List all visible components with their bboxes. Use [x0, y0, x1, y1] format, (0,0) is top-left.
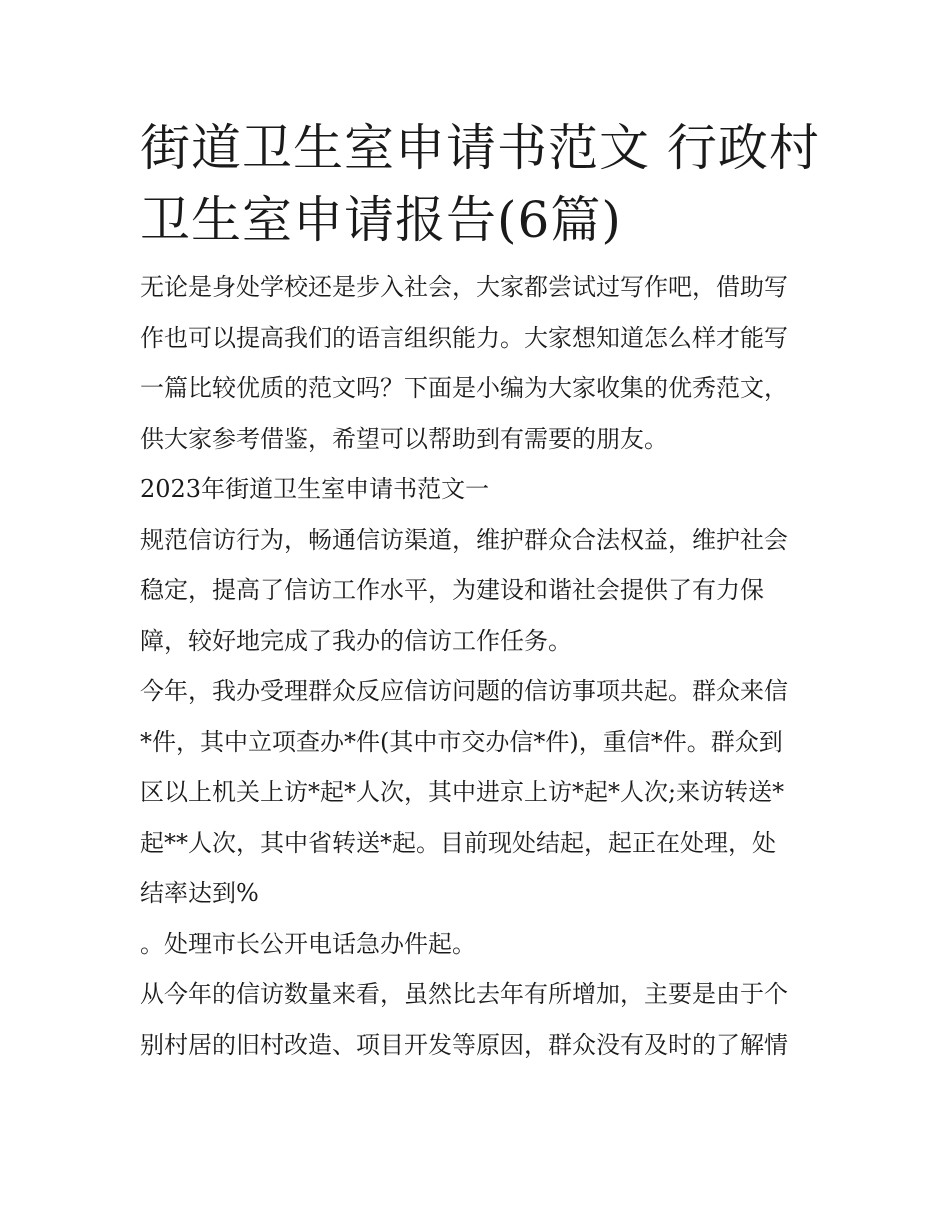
title-line-2: 卫生室申请报告(6篇): [140, 191, 622, 249]
text-line: 别村居的旧村改造、项目开发等原因，群众没有及时的了解情: [140, 1030, 788, 1059]
text-line: 区以上机关上访*起*人次，其中进京上访*起*人次;来访转送*: [140, 778, 785, 806]
body-paragraph-2: [140, 666, 820, 919]
text-line: 今年，我办受理群众反应信访问题的信访事项共起。群众来信: [140, 677, 788, 705]
text-line: 起**人次，其中省转送*起。目前现处结起，起正在处理，处: [140, 828, 776, 857]
section-heading: 2023年街道卫生室申请书范文一: [140, 475, 490, 503]
body-paragraph-4: [140, 969, 820, 1070]
text-line: 规范信访行为，畅通信访渠道，维护群众合法权益，维护社会: [140, 525, 788, 554]
text-line: 结率达到%: [140, 879, 259, 907]
text-line: 作也可以提高我们的语言组织能力。大家想知道怎么样才能写: [140, 323, 788, 352]
document-page: [140, 112, 820, 1070]
title-line-1: 街道卫生室申请书范文 行政村: [140, 119, 820, 177]
text-line: 稳定，提高了信访工作水平，为建设和谐社会提供了有力保: [140, 576, 764, 604]
text-line: 一篇比较优质的范文吗？下面是小编为大家收集的优秀范文，: [140, 374, 788, 402]
body-paragraph-3: [140, 919, 820, 970]
body-paragraph-1: [140, 515, 820, 667]
text-line: 供大家参考借鉴，希望可以帮助到有需要的朋友。: [140, 424, 668, 453]
text-line: 从今年的信访数量来看，虽然比去年有所增加，主要是由于个: [140, 980, 788, 1008]
text-line: 。处理市长公开电话急办件起。: [140, 929, 476, 958]
intro-paragraph: [140, 262, 820, 464]
document-title: [140, 112, 820, 256]
text-line: 无论是身处学校还是步入社会，大家都尝试过写作吧，借助写: [140, 273, 788, 301]
text-line: 障，较好地完成了我办的信访工作任务。: [140, 626, 572, 655]
text-line: *件，其中立项查办*件(其中市交办信*件)，重信*件。群众到: [140, 727, 783, 756]
